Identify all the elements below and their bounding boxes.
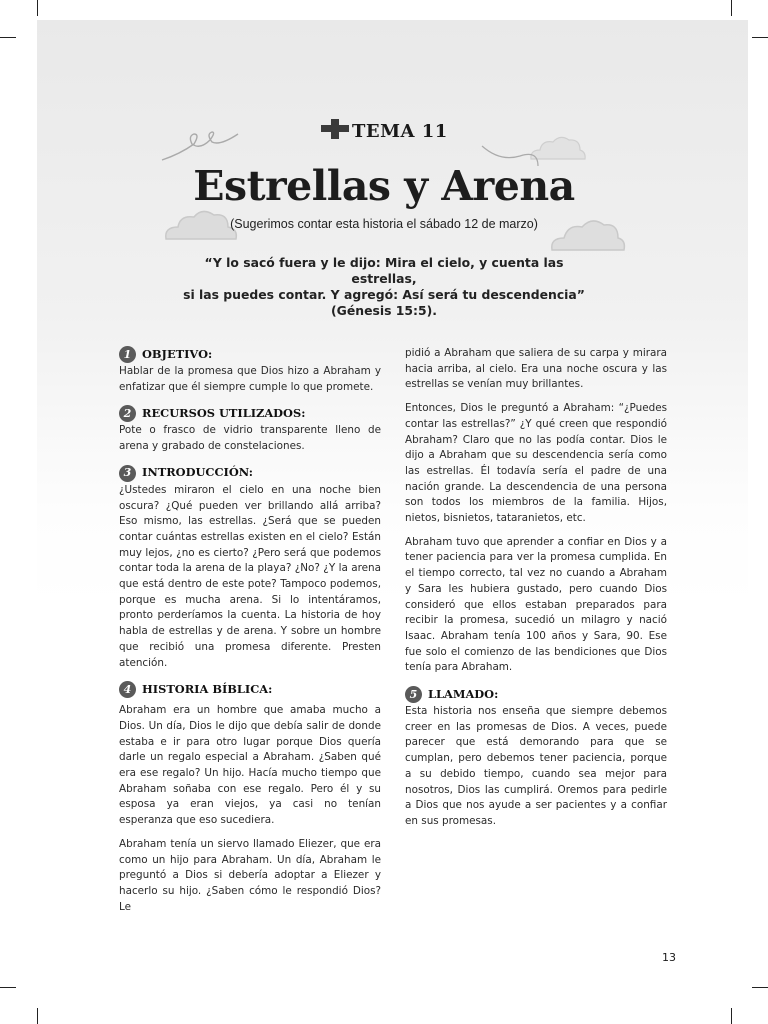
left-column (119, 346, 381, 923)
bible-verse (170, 255, 598, 319)
section-title: HISTORIA BÍBLICA: (142, 681, 273, 696)
section-text: Abraham tuvo que aprender a confiar en Dios y a tener paciencia para ver la promesa cumplida. En el tiempo correcto, tal vez no cuando a Abraham y Sara les hubiera gustado, pero cuando Dios consideró que ellos estaban preparados para recibir la promesa, sucedió un milagro y nació Isaac. Abraham tenía 100 años y Sara, 90. Ese fue solo el comienzo de las bendiciones que Dios tenía para Abraham. (405, 535, 667, 674)
section-text: Pote o frasco de vidrio transparente lleno de arena y grabado de constelaciones. (119, 424, 381, 453)
crop-mark (752, 37, 768, 38)
section-heading-objetivo (119, 346, 381, 363)
page-title: Estrellas y Arena (193, 162, 575, 210)
section-number-badge: 4 (119, 681, 136, 698)
cross-icon (320, 118, 350, 140)
section-number-badge: 1 (119, 346, 136, 363)
section-number-badge: 3 (119, 465, 136, 482)
section-text: Hablar de la promesa que Dios hizo a Abraham y enfatizar que él siempre cumple lo que promete. (119, 365, 381, 393)
section-text: Abraham tenía un siervo llamado Eliezer, que era como un hijo para Abraham. Un día, Abraham le preguntó a Dios si debería adoptar a Eliezer y hacerlo su hijo. ¿Saben cómo le respondió Dios? Le (119, 837, 381, 913)
tema-label (320, 118, 448, 142)
swirl-icon (160, 124, 240, 164)
section-text: Esta historia nos enseña que siempre debemos creer en las promesas de Dios. A veces, puede parecer que está demorando para que se cumplan, pero debemos tener paciencia, porque a su debido tiempo, cuando sea mejor para nosotros, Dios las cumplirá. Oremos para pedirle a Dios que nos ayude a ser pacientes y a confiar en sus promesas. (405, 705, 667, 827)
section-text: pidió a Abraham que saliera de su carpa y mirara hacia arriba, al cielo. Era una noche oscura y las estrellas se venían muy brillantes. (405, 347, 667, 391)
verse-line: “Y lo sacó fuera y le dijo: Mira el cielo, y cuenta las estrellas, (204, 255, 564, 286)
section-title: OBJETIVO: (142, 346, 213, 361)
section-heading-llamado (405, 686, 667, 703)
page-number: 13 (662, 951, 676, 964)
page-subtitle: (Sugerimos contar esta historia el sábado 12 de marzo) (230, 217, 538, 231)
tema-text: TEMA 11 (352, 121, 448, 142)
crop-mark (0, 37, 16, 38)
section-text: ¿Ustedes miraron el cielo en una noche bien oscura? ¿Qué pueden ver brillando allá arriba? Eso mismo, las estrellas. ¿Será que se pueden contar cuántas estrellas existen en el cielo? Están muy lejos, ¿no es cierto? ¿Pero será que podemos contar toda la arena de la playa? ¿No? ¿Y la arena que está dentro de este pote? Tampoco podemos, porque es mucha arena. Si lo intentáramos, pronto perderíamos la cuenta. La historia de hoy habla de estrellas y de arena. Y sobre un hombre que recibió una promesa diferente. Presten atención. (119, 483, 381, 669)
crop-mark (37, 1008, 38, 1024)
section-heading-historia (119, 681, 381, 698)
crop-mark (731, 0, 732, 16)
verse-line: si las puedes contar. Y agregó: Así será tu descendencia” (183, 287, 585, 302)
section-heading-introduccion (119, 465, 381, 482)
crop-mark (731, 1008, 732, 1024)
right-column (405, 346, 667, 838)
section-title: INTRODUCCIÓN: (142, 465, 254, 480)
section-heading-recursos (119, 405, 381, 422)
verse-reference: (Génesis 15:5). (331, 303, 437, 318)
section-number-badge: 5 (405, 686, 422, 703)
section-title: LLAMADO: (428, 686, 499, 701)
crop-mark (752, 987, 768, 988)
section-number-badge: 2 (119, 405, 136, 422)
crop-mark (37, 0, 38, 16)
section-title: RECURSOS UTILIZADOS: (142, 406, 306, 421)
section-text: Entonces, Dios le preguntó a Abraham: “¿Puedes contar las estrellas?” ¿Y qué creen que respondió Abraham? Claro que no las podía contar. Dios le dijo a Abraham que su descendencia sería como las estrellas. Él todavía sería el padre de una nación grande. La descendencia de una persona son todos los miembros de la familia. Hijos, nietos, bisnietos, tataranietos, etc. (405, 402, 667, 525)
section-text: Abraham era un hombre que amaba mucho a Dios. Un día, Dios le dijo que debía salir de donde estaba e ir para otro lugar porque Dios quería darle un regalo especial a Abraham. ¿Saben qué era ese regalo? Un hijo. Hacía mucho tiempo que Abraham soñaba con ese regalo. Pero él y su esposa ya eran viejos, ya casi no tenían esperanza que eso sucediera. (119, 704, 381, 827)
crop-mark (0, 987, 16, 988)
